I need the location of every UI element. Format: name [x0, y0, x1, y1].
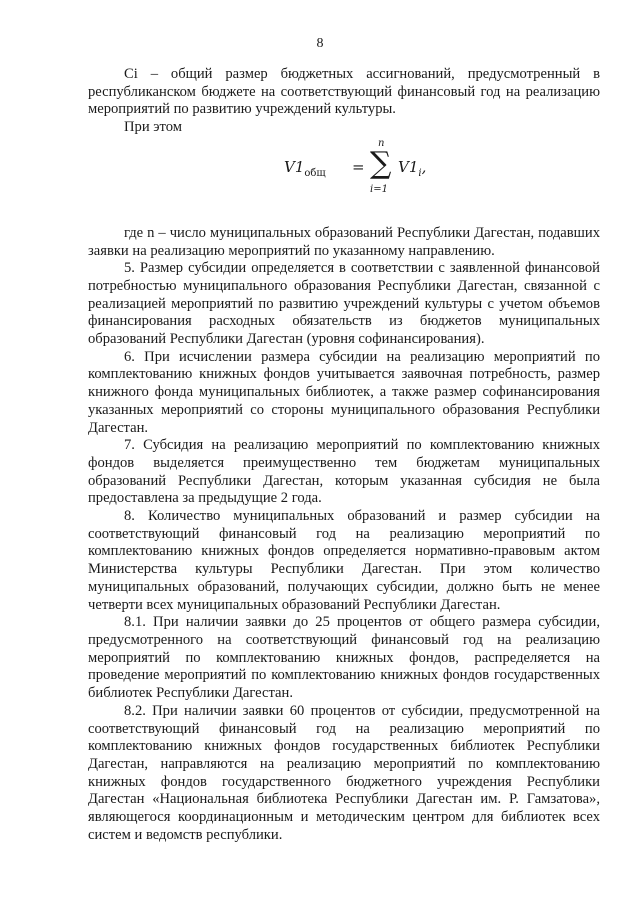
paragraph-where-n: где n – число муниципальных образований Республики Дагестан, подавших заявки на реализацию мероприятий по указанному направлению.	[88, 224, 600, 259]
paragraph-5: 5. Размер субсидии определяется в соответствии с заявленной финансовой потребностью муниципального образования Республики Дагестан, связанной с реализацией мероприятий по развитию учреждений культуры с учетом объемов финансирования расходных обязательств из бюджетов муниципальных образований Республики Дагестан (уровня софинансирования).	[88, 260, 600, 348]
paragraph-8: 8. Количество муниципальных образований и размер субсидии на соответствующий финансовый год на реализацию мероприятий по комплектованию книжных фондов определяется нормативно-правовым актом Министерства культуры Республики Дагестан. При этом количество муниципальных образований, получающих субсидии, должно быть не менее четверти всех муниципальных образований Республики Дагестан.	[88, 508, 600, 613]
formula-lower-limit: i=1	[370, 183, 388, 195]
ci-definition: Ci – общий размер бюджетных ассигнований, предусмотренный в республиканском бюджете на соответствующий финансовый год на реализацию мероприятий по развитию учреждений культуры.	[88, 66, 600, 118]
paragraph-6: 6. При исчислении размера субсидии на реализацию мероприятий по комплектованию книжных фондов учитывается заявочная потребность, размер книжного фонда муниципальных библиотек, а также размер софинансирования указанных мероприятий со стороны муниципального образования Республики Дагестан.	[88, 348, 600, 436]
document-body	[88, 66, 600, 844]
formula-upper-limit: n	[378, 137, 385, 149]
page-number: 8	[316, 36, 324, 51]
formula-lhs: $V1_{общ}$	[284, 157, 326, 179]
formula-intro: При этом	[124, 119, 182, 136]
summation-formula	[88, 137, 600, 213]
paragraph-7: 7. Субсидия на реализацию мероприятий по комплектованию книжных фондов выделяется преимущественно тем бюджетам муниципальных образований Республики Дагестан, которым указанная субсидия не была предоставлена за предыдущие 2 года.	[88, 437, 600, 507]
sigma-symbol: ∑	[370, 145, 392, 181]
formula-rhs: $V1_i$,	[398, 157, 427, 179]
formula-equals: =	[352, 157, 365, 176]
paragraph-8-2: 8.2. При наличии заявки 60 процентов от субсидии, предусмотренной на соответствующий финансовый год на реализацию мероприятий по комплектованию книжных фондов государственных библиотек Республики Дагестан, направляются на реализацию мероприятий по комплектованию книжных фондов государственного бюджетного учреждения Республики Дагестан «Национальная библиотека Республики Дагестан им. Р. Гамзатова», являющегося координационным и методическим центром для библиотек всех систем и ведомств республики.	[88, 702, 600, 843]
paragraph-8-1: 8.1. При наличии заявки до 25 процентов от общего размера субсидии, предусмотренного на соответствующий финансовый год на реализацию мероприятий по комплектованию книжных фондов, распределяется на проведение мероприятий по комплектованию книжных фондов государственных библиотек Республики Дагестан.	[88, 614, 600, 702]
